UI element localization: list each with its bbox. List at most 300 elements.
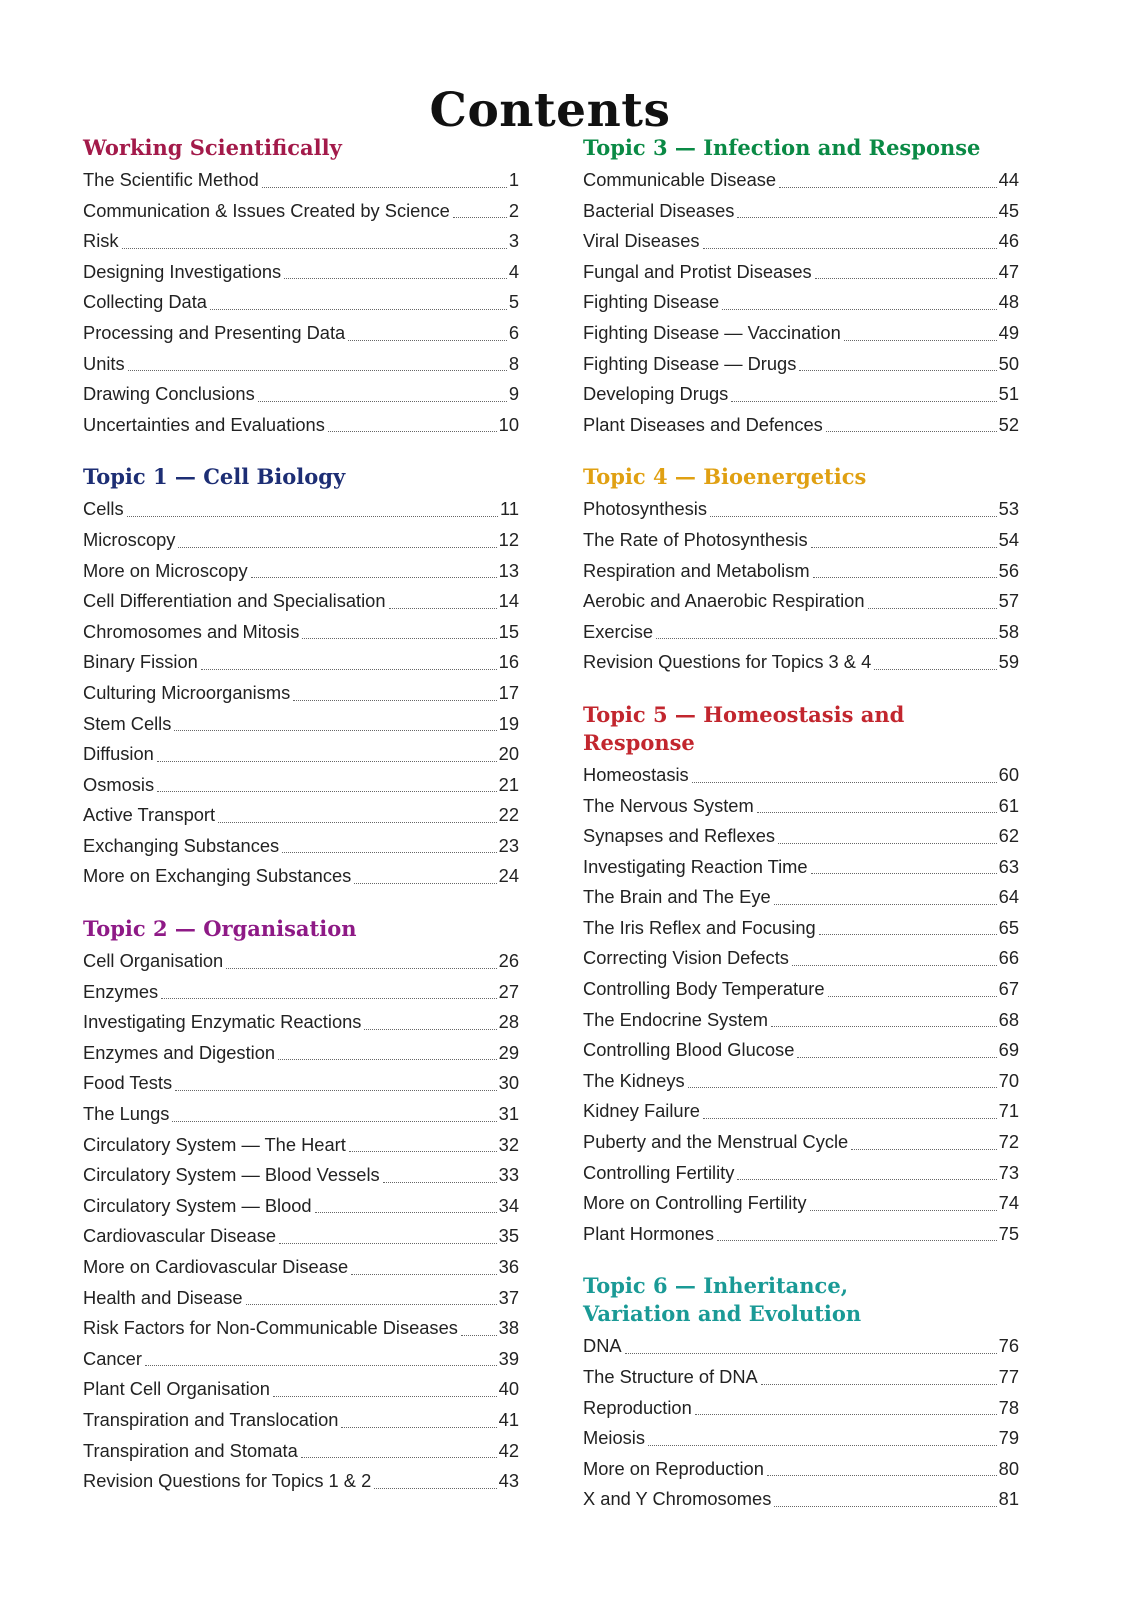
section-heading: Topic 4 — Bioenergetics — [583, 464, 867, 490]
page-number: 78 — [998, 1396, 1019, 1418]
entry-title: Risk Factors for Non-Communicable Diseases — [83, 1317, 458, 1339]
contents-entry[interactable] — [583, 494, 1019, 525]
entry-title: Fighting Disease — Vaccination — [583, 321, 841, 343]
dot-leader — [349, 1151, 497, 1152]
entry-title: Enzymes — [83, 980, 159, 1002]
dot-leader — [328, 431, 497, 432]
contents-entry[interactable] — [583, 1158, 1019, 1189]
dot-leader — [251, 577, 497, 578]
dot-leader — [174, 730, 496, 731]
dot-leader — [722, 309, 996, 310]
entry-title: Synapses and Reflexes — [583, 825, 776, 847]
dot-leader — [797, 1057, 996, 1058]
entry-title: Photosynthesis — [583, 498, 707, 520]
entry-title: Cell Organisation — [83, 950, 224, 972]
page-number: 13 — [498, 559, 519, 581]
entry-title: Circulatory System — Blood — [83, 1194, 312, 1216]
entry-title: More on Microscopy — [83, 559, 248, 581]
contents-entry[interactable] — [583, 1066, 1019, 1097]
section-heading: Topic 2 — Organisation — [83, 916, 357, 942]
entry-title: Health and Disease — [83, 1286, 243, 1308]
contents-entry[interactable] — [83, 1191, 519, 1222]
entry-title: Revision Questions for Topics 3 & 4 — [583, 651, 872, 673]
entry-title: DNA — [583, 1335, 622, 1357]
dot-leader — [383, 1182, 497, 1183]
dot-leader — [799, 370, 996, 371]
contents-entry[interactable] — [583, 226, 1019, 257]
entry-title: Culturing Microorganisms — [83, 681, 291, 703]
entry-title: The Lungs — [83, 1103, 170, 1125]
page-number: 33 — [498, 1164, 519, 1186]
page-number: 48 — [998, 291, 1019, 313]
entry-title: Communicable Disease — [583, 169, 777, 190]
page-number: 35 — [498, 1225, 519, 1247]
entry-title: The Nervous System — [583, 794, 754, 816]
contents-entry[interactable] — [83, 226, 519, 257]
contents-entry[interactable] — [83, 831, 519, 862]
dot-leader — [293, 700, 496, 701]
page-number: 44 — [998, 169, 1019, 190]
dot-leader — [692, 782, 997, 783]
dot-leader — [648, 1445, 997, 1446]
dot-leader — [161, 998, 496, 999]
page-number: 21 — [498, 773, 519, 795]
dot-leader — [282, 852, 497, 853]
contents-entry[interactable] — [583, 556, 1019, 587]
page-number: 1 — [508, 169, 519, 190]
contents-entry[interactable] — [583, 287, 1019, 318]
page-number: 16 — [498, 651, 519, 673]
contents-section — [83, 134, 519, 440]
page-number: 24 — [498, 865, 519, 887]
contents-entry[interactable] — [83, 410, 519, 441]
entry-title: Collecting Data — [83, 291, 207, 313]
contents-entry[interactable] — [583, 1484, 1019, 1515]
entry-title: The Kidneys — [583, 1069, 685, 1091]
page-number: 15 — [498, 620, 519, 642]
dot-leader — [811, 547, 997, 548]
dot-leader — [389, 608, 497, 609]
contents-entry[interactable] — [83, 1099, 519, 1130]
entry-title: Fighting Disease — [583, 291, 720, 313]
dot-leader — [656, 638, 997, 639]
page-number: 34 — [498, 1194, 519, 1216]
entry-title: Designing Investigations — [83, 260, 282, 282]
page-number: 52 — [998, 413, 1019, 435]
dot-leader — [172, 1121, 496, 1122]
contents-entry[interactable] — [583, 647, 1019, 678]
entry-title: Circulatory System — The Heart — [83, 1133, 346, 1155]
page-number: 66 — [998, 947, 1019, 969]
contents-entry[interactable] — [583, 882, 1019, 913]
page-number: 64 — [998, 886, 1019, 908]
contents-entry[interactable] — [583, 525, 1019, 556]
dot-leader — [688, 1087, 997, 1088]
contents-entry[interactable] — [583, 913, 1019, 944]
dot-leader — [737, 217, 996, 218]
contents-entry[interactable] — [583, 165, 1019, 196]
entry-title: More on Reproduction — [583, 1457, 764, 1479]
dot-leader — [175, 1090, 497, 1091]
page-number: 67 — [998, 978, 1019, 1000]
contents-section — [83, 915, 519, 1497]
page-number: 43 — [498, 1470, 519, 1492]
contents-entry[interactable] — [583, 379, 1019, 410]
contents-entry[interactable] — [83, 946, 519, 977]
page-number: 17 — [498, 681, 519, 703]
page-number: 60 — [998, 763, 1019, 785]
contents-entry[interactable] — [83, 770, 519, 801]
contents-entry[interactable] — [83, 647, 519, 678]
section-heading: Working Scientifically — [83, 135, 342, 160]
page-number: 69 — [998, 1039, 1019, 1061]
dot-leader — [774, 1506, 996, 1507]
page-number: 76 — [998, 1335, 1019, 1357]
contents-entry[interactable] — [583, 196, 1019, 227]
contents-entry[interactable] — [583, 1188, 1019, 1219]
entry-title: Meiosis — [583, 1427, 645, 1449]
entry-title: More on Controlling Fertility — [583, 1192, 807, 1214]
dot-leader — [771, 1026, 997, 1027]
dot-leader — [874, 669, 996, 670]
dot-leader — [128, 370, 507, 371]
page-title: Contents — [429, 83, 671, 139]
entry-title: More on Cardiovascular Disease — [83, 1256, 349, 1277]
entry-title: Circulatory System — Blood Vessels — [83, 1164, 380, 1186]
contents-entry[interactable] — [83, 617, 519, 648]
page-number: 39 — [498, 1347, 519, 1369]
entry-title: Fighting Disease — Drugs — [583, 352, 797, 374]
page-number: 23 — [498, 834, 519, 856]
page-number: 9 — [508, 383, 519, 405]
dot-leader — [819, 934, 997, 935]
dot-leader — [374, 1488, 496, 1489]
contents-section — [583, 1272, 1019, 1515]
entry-title: Exchanging Substances — [83, 834, 280, 856]
dot-leader — [145, 1365, 497, 1366]
entry-title: Homeostasis — [583, 763, 689, 785]
dot-leader — [315, 1212, 497, 1213]
contents-entry[interactable] — [83, 525, 519, 556]
dot-leader — [792, 965, 997, 966]
contents-entry[interactable] — [583, 1035, 1019, 1066]
dot-leader — [826, 431, 997, 432]
contents-entry[interactable] — [83, 287, 519, 318]
contents-entry[interactable] — [83, 1221, 519, 1252]
contents-entry[interactable] — [83, 196, 519, 227]
entry-title: The Rate of Photosynthesis — [583, 528, 808, 550]
page-number: 41 — [498, 1408, 519, 1430]
dot-leader — [201, 669, 497, 670]
entry-title: Fungal and Protist Diseases — [583, 260, 812, 282]
dot-leader — [710, 516, 997, 517]
entry-title: Investigating Reaction Time — [583, 855, 808, 877]
contents-entry[interactable] — [583, 760, 1019, 791]
dot-leader — [364, 1029, 496, 1030]
dot-leader — [810, 1210, 997, 1211]
page-number: 79 — [998, 1427, 1019, 1449]
contents-entry[interactable] — [83, 1313, 519, 1344]
entry-title: Osmosis — [83, 773, 155, 795]
entry-title: Binary Fission — [83, 651, 198, 673]
entry-title: The Scientific Method — [83, 169, 259, 190]
page-number: 28 — [498, 1011, 519, 1033]
contents-entry[interactable] — [583, 257, 1019, 288]
contents-entry[interactable] — [583, 1127, 1019, 1158]
entry-title: Cells — [83, 498, 124, 520]
entry-title: Stem Cells — [83, 712, 172, 734]
page-number: 63 — [998, 855, 1019, 877]
contents-entry[interactable] — [83, 1007, 519, 1038]
contents-entry[interactable] — [583, 1362, 1019, 1393]
page-number: 74 — [998, 1192, 1019, 1214]
contents-right-column — [583, 134, 1019, 1538]
entry-title: Chromosomes and Mitosis — [83, 620, 300, 642]
dot-leader — [178, 547, 496, 548]
entry-title: Cell Differentiation and Specialisation — [83, 590, 386, 612]
contents-section — [83, 463, 519, 892]
contents-entry[interactable] — [83, 556, 519, 587]
contents-entry[interactable] — [583, 1454, 1019, 1485]
contents-entry[interactable] — [83, 678, 519, 709]
dot-leader — [351, 1274, 496, 1275]
contents-left-column — [83, 134, 519, 1520]
dot-leader — [273, 1396, 497, 1397]
contents-entry[interactable] — [83, 318, 519, 349]
dot-leader — [157, 791, 497, 792]
entry-title: The Structure of DNA — [583, 1366, 758, 1387]
contents-entry[interactable] — [83, 1160, 519, 1191]
page-number: 29 — [498, 1041, 519, 1063]
contents-entry[interactable] — [583, 821, 1019, 852]
entry-title: Revision Questions for Topics 1 & 2 — [83, 1470, 372, 1492]
section-heading: Topic 5 — Homeostasis and Response — [583, 701, 905, 755]
contents-entry[interactable] — [583, 318, 1019, 349]
page-number: 77 — [998, 1366, 1019, 1387]
contents-entry[interactable] — [583, 1393, 1019, 1424]
page-number: 8 — [508, 352, 519, 374]
dot-leader — [828, 996, 997, 997]
entry-title: Microscopy — [83, 528, 176, 550]
dot-leader — [246, 1304, 497, 1305]
contents-entry[interactable] — [583, 1423, 1019, 1454]
dot-leader — [813, 577, 997, 578]
page-number: 57 — [998, 590, 1019, 612]
contents-entry[interactable] — [83, 709, 519, 740]
section-heading: Topic 6 — Inheritance, Variation and Evolution — [583, 1273, 862, 1327]
page-number: 14 — [498, 590, 519, 612]
entry-title: Active Transport — [83, 804, 216, 826]
page-number: 20 — [498, 743, 519, 765]
contents-entry[interactable] — [83, 379, 519, 410]
contents-entry[interactable] — [83, 586, 519, 617]
section-heading: Topic 1 — Cell Biology — [83, 464, 346, 490]
page-number: 62 — [998, 825, 1019, 847]
entry-title: Correcting Vision Defects — [583, 947, 789, 969]
dot-leader — [779, 187, 997, 188]
page-number: 46 — [998, 230, 1019, 252]
contents-entry[interactable] — [83, 1344, 519, 1375]
page-number: 47 — [998, 260, 1019, 282]
entry-title: The Endocrine System — [583, 1008, 768, 1030]
page-number: 68 — [998, 1008, 1019, 1030]
contents-entry[interactable] — [83, 165, 519, 196]
entry-title: Plant Hormones — [583, 1222, 715, 1244]
contents-entry[interactable] — [583, 617, 1019, 648]
page-number: 2 — [508, 199, 519, 221]
contents-entry[interactable] — [83, 977, 519, 1008]
dot-leader — [262, 187, 507, 188]
dot-leader — [761, 1384, 997, 1385]
page-number: 37 — [498, 1286, 519, 1308]
contents-entry[interactable] — [83, 1038, 519, 1069]
contents-entry[interactable] — [583, 1005, 1019, 1036]
contents-entry[interactable] — [583, 410, 1019, 441]
contents-entry[interactable] — [83, 1436, 519, 1467]
entry-title: Units — [83, 352, 125, 374]
entry-title: Aerobic and Anaerobic Respiration — [583, 590, 865, 612]
contents-entry[interactable] — [583, 791, 1019, 822]
entry-title: Communication & Issues Created by Science — [83, 199, 450, 221]
dot-leader — [453, 217, 507, 218]
entry-title: Bacterial Diseases — [583, 199, 735, 221]
page-number: 3 — [508, 230, 519, 252]
contents-entry[interactable] — [583, 852, 1019, 883]
contents-section — [583, 134, 1019, 440]
dot-leader — [258, 401, 507, 402]
entry-title: Investigating Enzymatic Reactions — [83, 1011, 362, 1033]
entry-title: Kidney Failure — [583, 1100, 700, 1122]
entry-title: Developing Drugs — [583, 383, 729, 405]
dot-leader — [703, 248, 997, 249]
page-number: 22 — [498, 804, 519, 826]
contents-entry[interactable] — [83, 1466, 519, 1497]
page-number: 42 — [498, 1439, 519, 1461]
dot-leader — [625, 1353, 997, 1354]
dot-leader — [695, 1414, 997, 1415]
dot-leader — [157, 761, 497, 762]
contents-entry[interactable] — [83, 1068, 519, 1099]
entry-title: Puberty and the Menstrual Cycle — [583, 1131, 849, 1153]
entry-title: Controlling Fertility — [583, 1161, 735, 1183]
dot-leader — [757, 812, 997, 813]
contents-entry[interactable] — [83, 861, 519, 892]
contents-entry[interactable] — [83, 1405, 519, 1436]
contents-entry[interactable] — [83, 1283, 519, 1314]
entry-title: Controlling Body Temperature — [583, 978, 825, 1000]
contents-entry[interactable] — [583, 974, 1019, 1005]
entry-title: Viral Diseases — [583, 230, 700, 252]
entry-title: Cancer — [83, 1347, 142, 1369]
page-number: 71 — [998, 1100, 1019, 1122]
dot-leader — [279, 1243, 497, 1244]
entry-title: Respiration and Metabolism — [583, 559, 810, 581]
page-number: 73 — [998, 1161, 1019, 1183]
entry-title: Diffusion — [83, 743, 154, 765]
page-number: 59 — [998, 651, 1019, 673]
page-number: 80 — [998, 1457, 1019, 1479]
contents-entry[interactable] — [83, 494, 519, 525]
dot-leader — [301, 1457, 497, 1458]
entry-title: Enzymes and Digestion — [83, 1041, 276, 1063]
entry-title: Exercise — [583, 620, 654, 642]
dot-leader — [210, 309, 507, 310]
page-number: 6 — [508, 321, 519, 343]
page-number: 53 — [998, 498, 1019, 520]
entry-title: The Brain and The Eye — [583, 886, 771, 908]
contents-entry[interactable] — [83, 1252, 519, 1283]
contents-entry[interactable] — [83, 800, 519, 831]
page-number: 32 — [498, 1133, 519, 1155]
dot-leader — [127, 516, 498, 517]
page-number: 4 — [508, 260, 519, 282]
page-number: 50 — [998, 352, 1019, 374]
page-number: 75 — [998, 1222, 1019, 1244]
contents-entry[interactable] — [83, 257, 519, 288]
dot-leader — [354, 883, 496, 884]
page-number: 10 — [498, 413, 519, 435]
page-number: 58 — [998, 620, 1019, 642]
dot-leader — [844, 340, 997, 341]
contents-entry[interactable] — [583, 586, 1019, 617]
contents-entry[interactable] — [83, 1374, 519, 1405]
dot-leader — [341, 1427, 496, 1428]
dot-leader — [717, 1240, 997, 1241]
page-number: 72 — [998, 1131, 1019, 1153]
dot-leader — [703, 1118, 997, 1119]
dot-leader — [774, 904, 997, 905]
section-heading: Topic 3 — Infection and Response — [583, 135, 981, 160]
dot-leader — [461, 1335, 497, 1336]
entry-title: Plant Diseases and Defences — [583, 413, 823, 435]
page-number: 30 — [498, 1072, 519, 1094]
entry-title: More on Exchanging Substances — [83, 865, 352, 887]
page-number: 51 — [998, 383, 1019, 405]
dot-leader — [737, 1179, 996, 1180]
entry-title: Drawing Conclusions — [83, 383, 255, 405]
contents-entry[interactable] — [83, 349, 519, 380]
contents-entry[interactable] — [583, 349, 1019, 380]
entry-title: Processing and Presenting Data — [83, 321, 346, 343]
entry-title: The Iris Reflex and Focusing — [583, 916, 816, 938]
dot-leader — [815, 278, 997, 279]
page-number: 11 — [500, 498, 519, 520]
contents-entry[interactable] — [583, 1096, 1019, 1127]
dot-leader — [767, 1475, 997, 1476]
contents-entry[interactable] — [583, 1331, 1019, 1362]
page-number: 65 — [998, 916, 1019, 938]
page-number: 45 — [998, 199, 1019, 221]
page-number: 36 — [498, 1256, 519, 1277]
page-number: 56 — [998, 559, 1019, 581]
entry-title: Reproduction — [583, 1396, 692, 1418]
dot-leader — [868, 608, 997, 609]
dot-leader — [122, 248, 507, 249]
dot-leader — [348, 340, 507, 341]
page-number: 27 — [498, 980, 519, 1002]
entry-title: X and Y Chromosomes — [583, 1488, 772, 1510]
dot-leader — [811, 873, 997, 874]
contents-entry[interactable] — [583, 1219, 1019, 1250]
contents-entry[interactable] — [83, 1130, 519, 1161]
contents-entry[interactable] — [83, 739, 519, 770]
contents-section — [583, 701, 1019, 1250]
dot-leader — [302, 638, 496, 639]
contents-entry[interactable] — [583, 943, 1019, 974]
page-number: 38 — [498, 1317, 519, 1339]
entry-title: Transpiration and Translocation — [83, 1408, 339, 1430]
page-number: 31 — [498, 1103, 519, 1125]
